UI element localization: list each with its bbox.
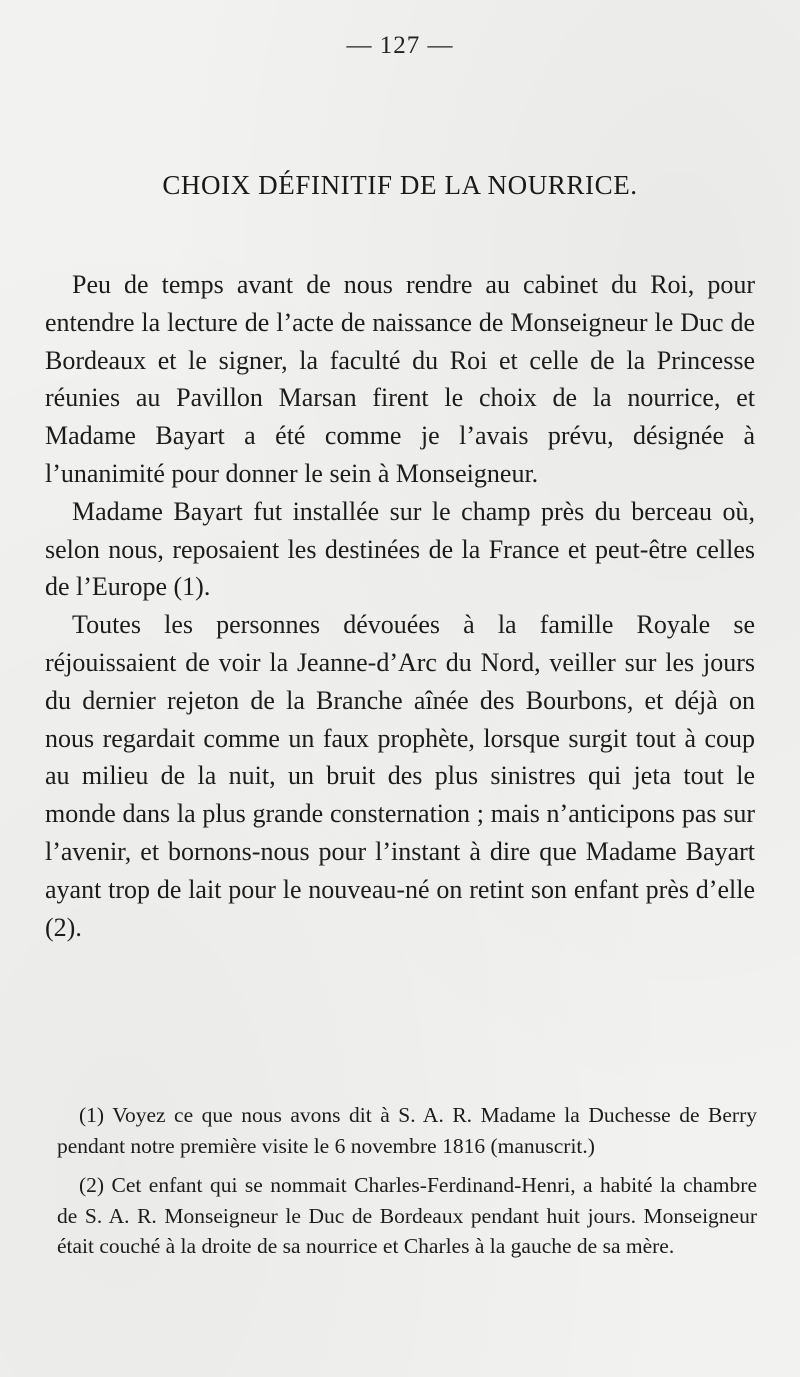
chapter-title: CHOIX DÉFINITIF DE LA NOURRICE. <box>162 170 638 200</box>
paragraph-nurse-choice: Peu de temps avant de nous rendre au cabinet du Roi, pour entendre la lecture de l’acte de naissance de Monseigneur le Duc de Bordeaux et le signer, la faculté du Roi et celle de la Princesse réunies au Pavillon Marsan firent le choix de la nourrice, et Madame Bayart a été comme je l’avais prévu, désignée à l’unanimité pour donner le sein à Monseigneur. <box>45 270 755 488</box>
footnote-2: (2) Cet enfant qui se nommait Charles-Ferdinand-Henri, a habité la chambre de S. A. R. Monseigneur le Duc de Bordeaux pendant huit jours. Monseigneur était couché à la droite de sa nourrice et Charles à la gauche de sa mère. <box>57 1173 757 1258</box>
footnote-1: (1) Voyez ce que nous avons dit à S. A. R. Madame la Duchesse de Berry pendant notre première visite le 6 novembre 1816 (manuscrit.) <box>57 1103 757 1158</box>
paragraph-installation: Madame Bayart fut installée sur le champ près du berceau où, selon nous, reposaient les destinées de la France et peut-être celles de l’Europe (1). <box>45 496 755 602</box>
page-number: — 127 — <box>346 32 454 59</box>
body-text <box>45 266 755 946</box>
footnotes <box>57 1100 757 1271</box>
paragraph-royal-family: Toutes les personnes dévouées à la famille Royale se réjouissaient de voir la Jeanne-d’Arc du Nord, veiller sur les jours du dernier rejeton de la Branche aînée des Bourbons, et déjà on nous regardait comme un faux prophète, lorsque surgit tout à coup au milieu de la nuit, un bruit des plus sinistres qui jeta tout le monde dans la plus grande consternation ; mais n’anticipons pas sur l’avenir, et bornons-nous pour l’instant à dire que Madame Bayart ayant trop de lait pour le nouveau-né on retint son enfant près d’elle (2). <box>45 610 755 942</box>
